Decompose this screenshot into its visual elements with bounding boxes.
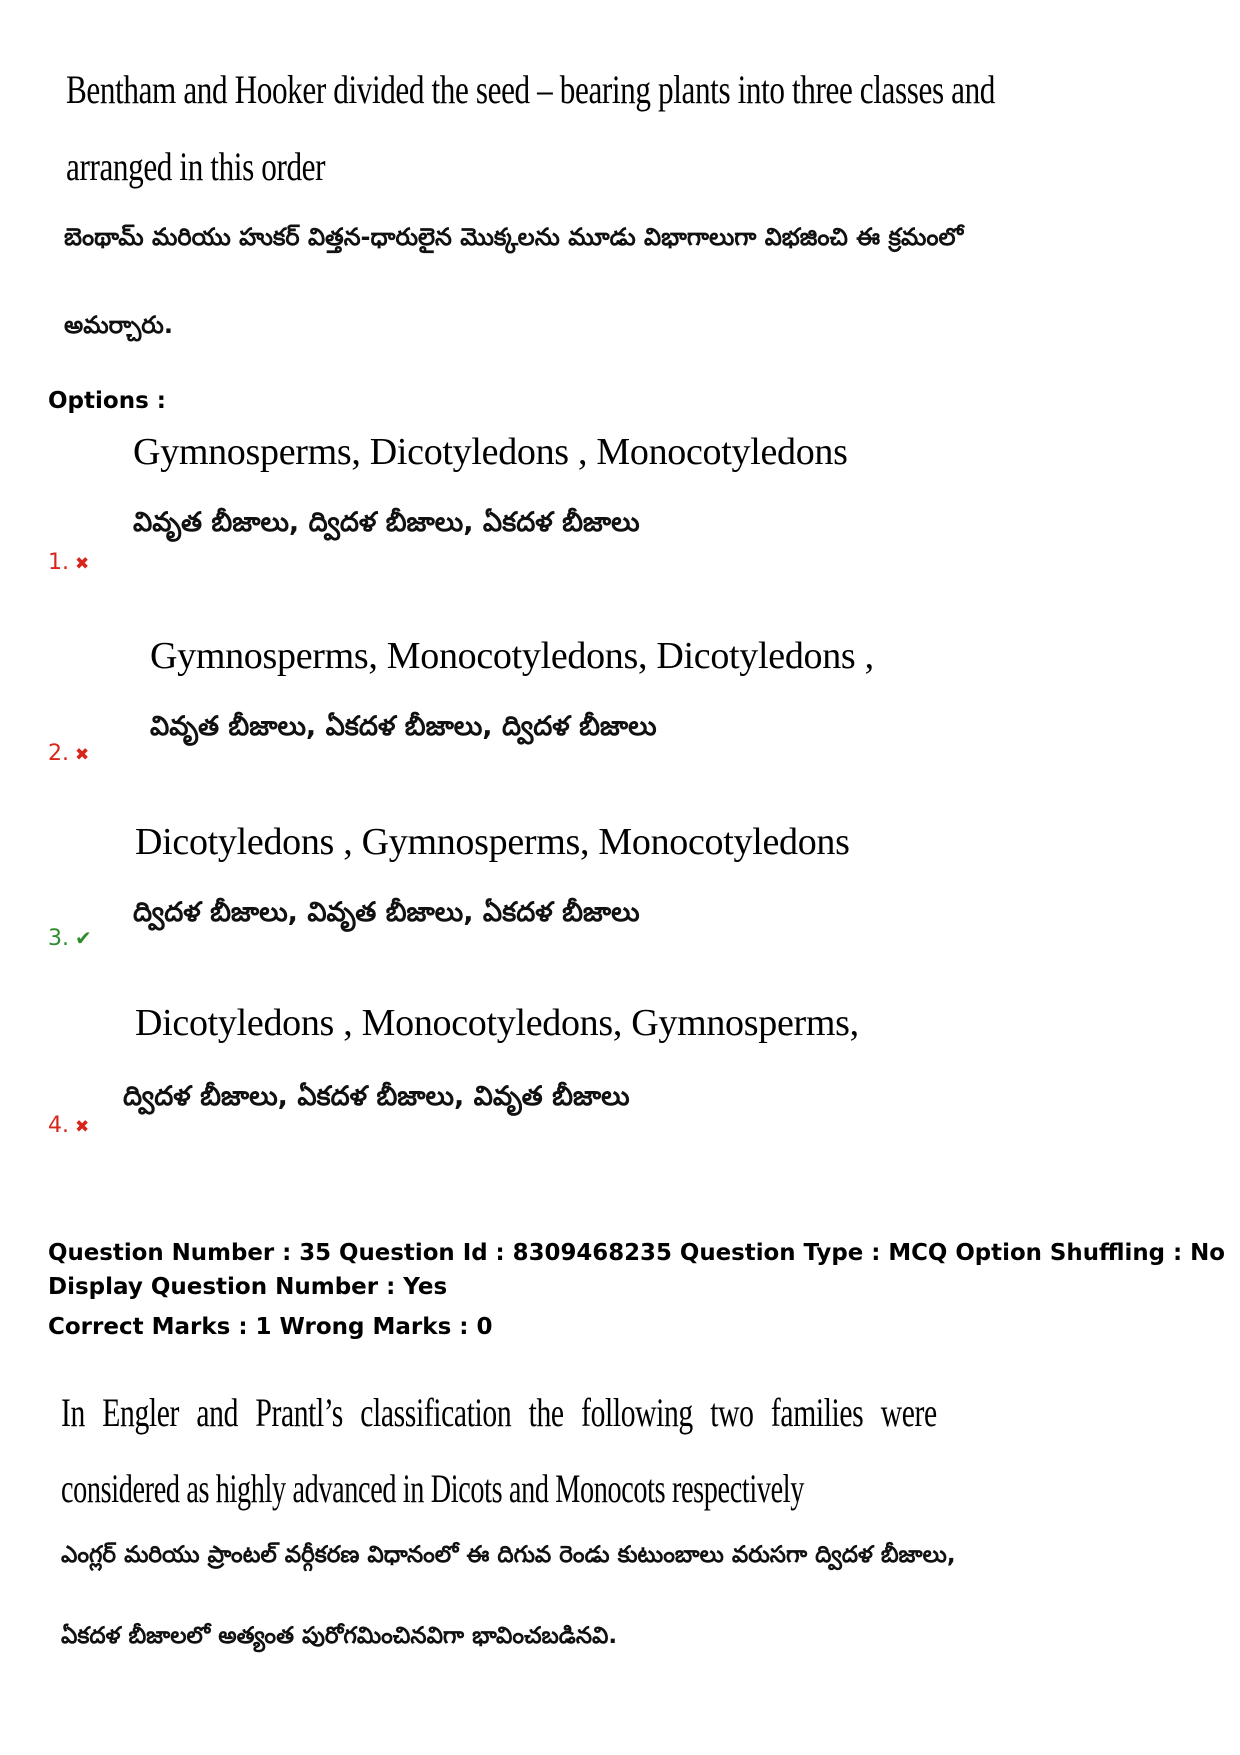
question-35-text-en-line1: In Engler and Prantl’s classification the following two families were bbox=[61, 1390, 937, 1435]
option-4-text-te: ద్విదళ బీజాలు, ఏకదళ బీజాలు, వివృత బీజాలు bbox=[123, 1081, 630, 1112]
options-label: Options : bbox=[48, 388, 166, 414]
question-35-text-te-line1: ఎంగ్లర్ మరియు ప్రాంటల్ వర్గీకరణ విధానంలో ఈ దిగువ రెండు కుటుంబాలు వరుసగా ద్విదళ బీజాలు, bbox=[61, 1542, 956, 1568]
option-3-text-en: Dicotyledons , Gymnosperms, Monocotyledons bbox=[135, 821, 850, 863]
option-3-text-te: ద్విదళ బీజాలు, వివృత బీజాలు, ఏకదళ బీజాలు bbox=[133, 897, 640, 928]
option-2-label: 2. bbox=[48, 741, 69, 766]
question-text-en-line2: arranged in this order bbox=[66, 144, 326, 189]
option-1-text-en: Gymnosperms, Dicotyledons , Monocotyledons bbox=[133, 431, 848, 473]
option-4-number bbox=[48, 1113, 89, 1138]
question-meta-line2: Display Question Number : Yes bbox=[48, 1274, 448, 1300]
question-35-text-te-line2: ఏకదళ బీజాలలో అత్యంత పురోగమించినవిగా భావించబడినవి. bbox=[61, 1623, 618, 1649]
option-3-number bbox=[48, 926, 92, 951]
option-4-label: 4. bbox=[48, 1113, 69, 1138]
option-1-text-te: వివృత బీజాలు, ద్విదళ బీజాలు, ఏకదళ బీజాలు bbox=[133, 507, 640, 538]
option-2-number bbox=[48, 741, 89, 766]
cross-icon: ✖ bbox=[75, 554, 90, 574]
question-35-text-en-line2: considered as highly advanced in Dicots and Monocots respectively bbox=[61, 1466, 804, 1511]
option-3-label: 3. bbox=[48, 926, 69, 951]
option-1-number bbox=[48, 550, 89, 575]
question-text-te-line2: అమర్చారు. bbox=[64, 311, 173, 339]
question-meta-line1: Question Number : 35 Question Id : 8309468235 Question Type : MCQ Option Shuffling : No bbox=[48, 1240, 1226, 1266]
option-2-text-en: Gymnosperms, Monocotyledons, Dicotyledons , bbox=[150, 635, 874, 677]
cross-icon: ✖ bbox=[75, 1117, 90, 1137]
question-meta-line3: Correct Marks : 1 Wrong Marks : 0 bbox=[48, 1314, 493, 1340]
option-2-text-te: వివృత బీజాలు, ఏకదళ బీజాలు, ద్విదళ బీజాలు bbox=[150, 711, 657, 742]
question-text-en-line1: Bentham and Hooker divided the seed – bearing plants into three classes and bbox=[66, 67, 996, 112]
option-1-label: 1. bbox=[48, 550, 69, 575]
checkmark-icon: ✔ bbox=[75, 926, 92, 950]
question-text-te-line1: బెంథామ్ మరియు హుకర్ విత్తన-ధారులైన మొక్కలను మూడు విభాగాలుగా విభజించి ఈ క్రమంలో bbox=[64, 223, 964, 251]
cross-icon: ✖ bbox=[75, 745, 90, 765]
option-4-text-en: Dicotyledons , Monocotyledons, Gymnosperms, bbox=[135, 1002, 859, 1044]
